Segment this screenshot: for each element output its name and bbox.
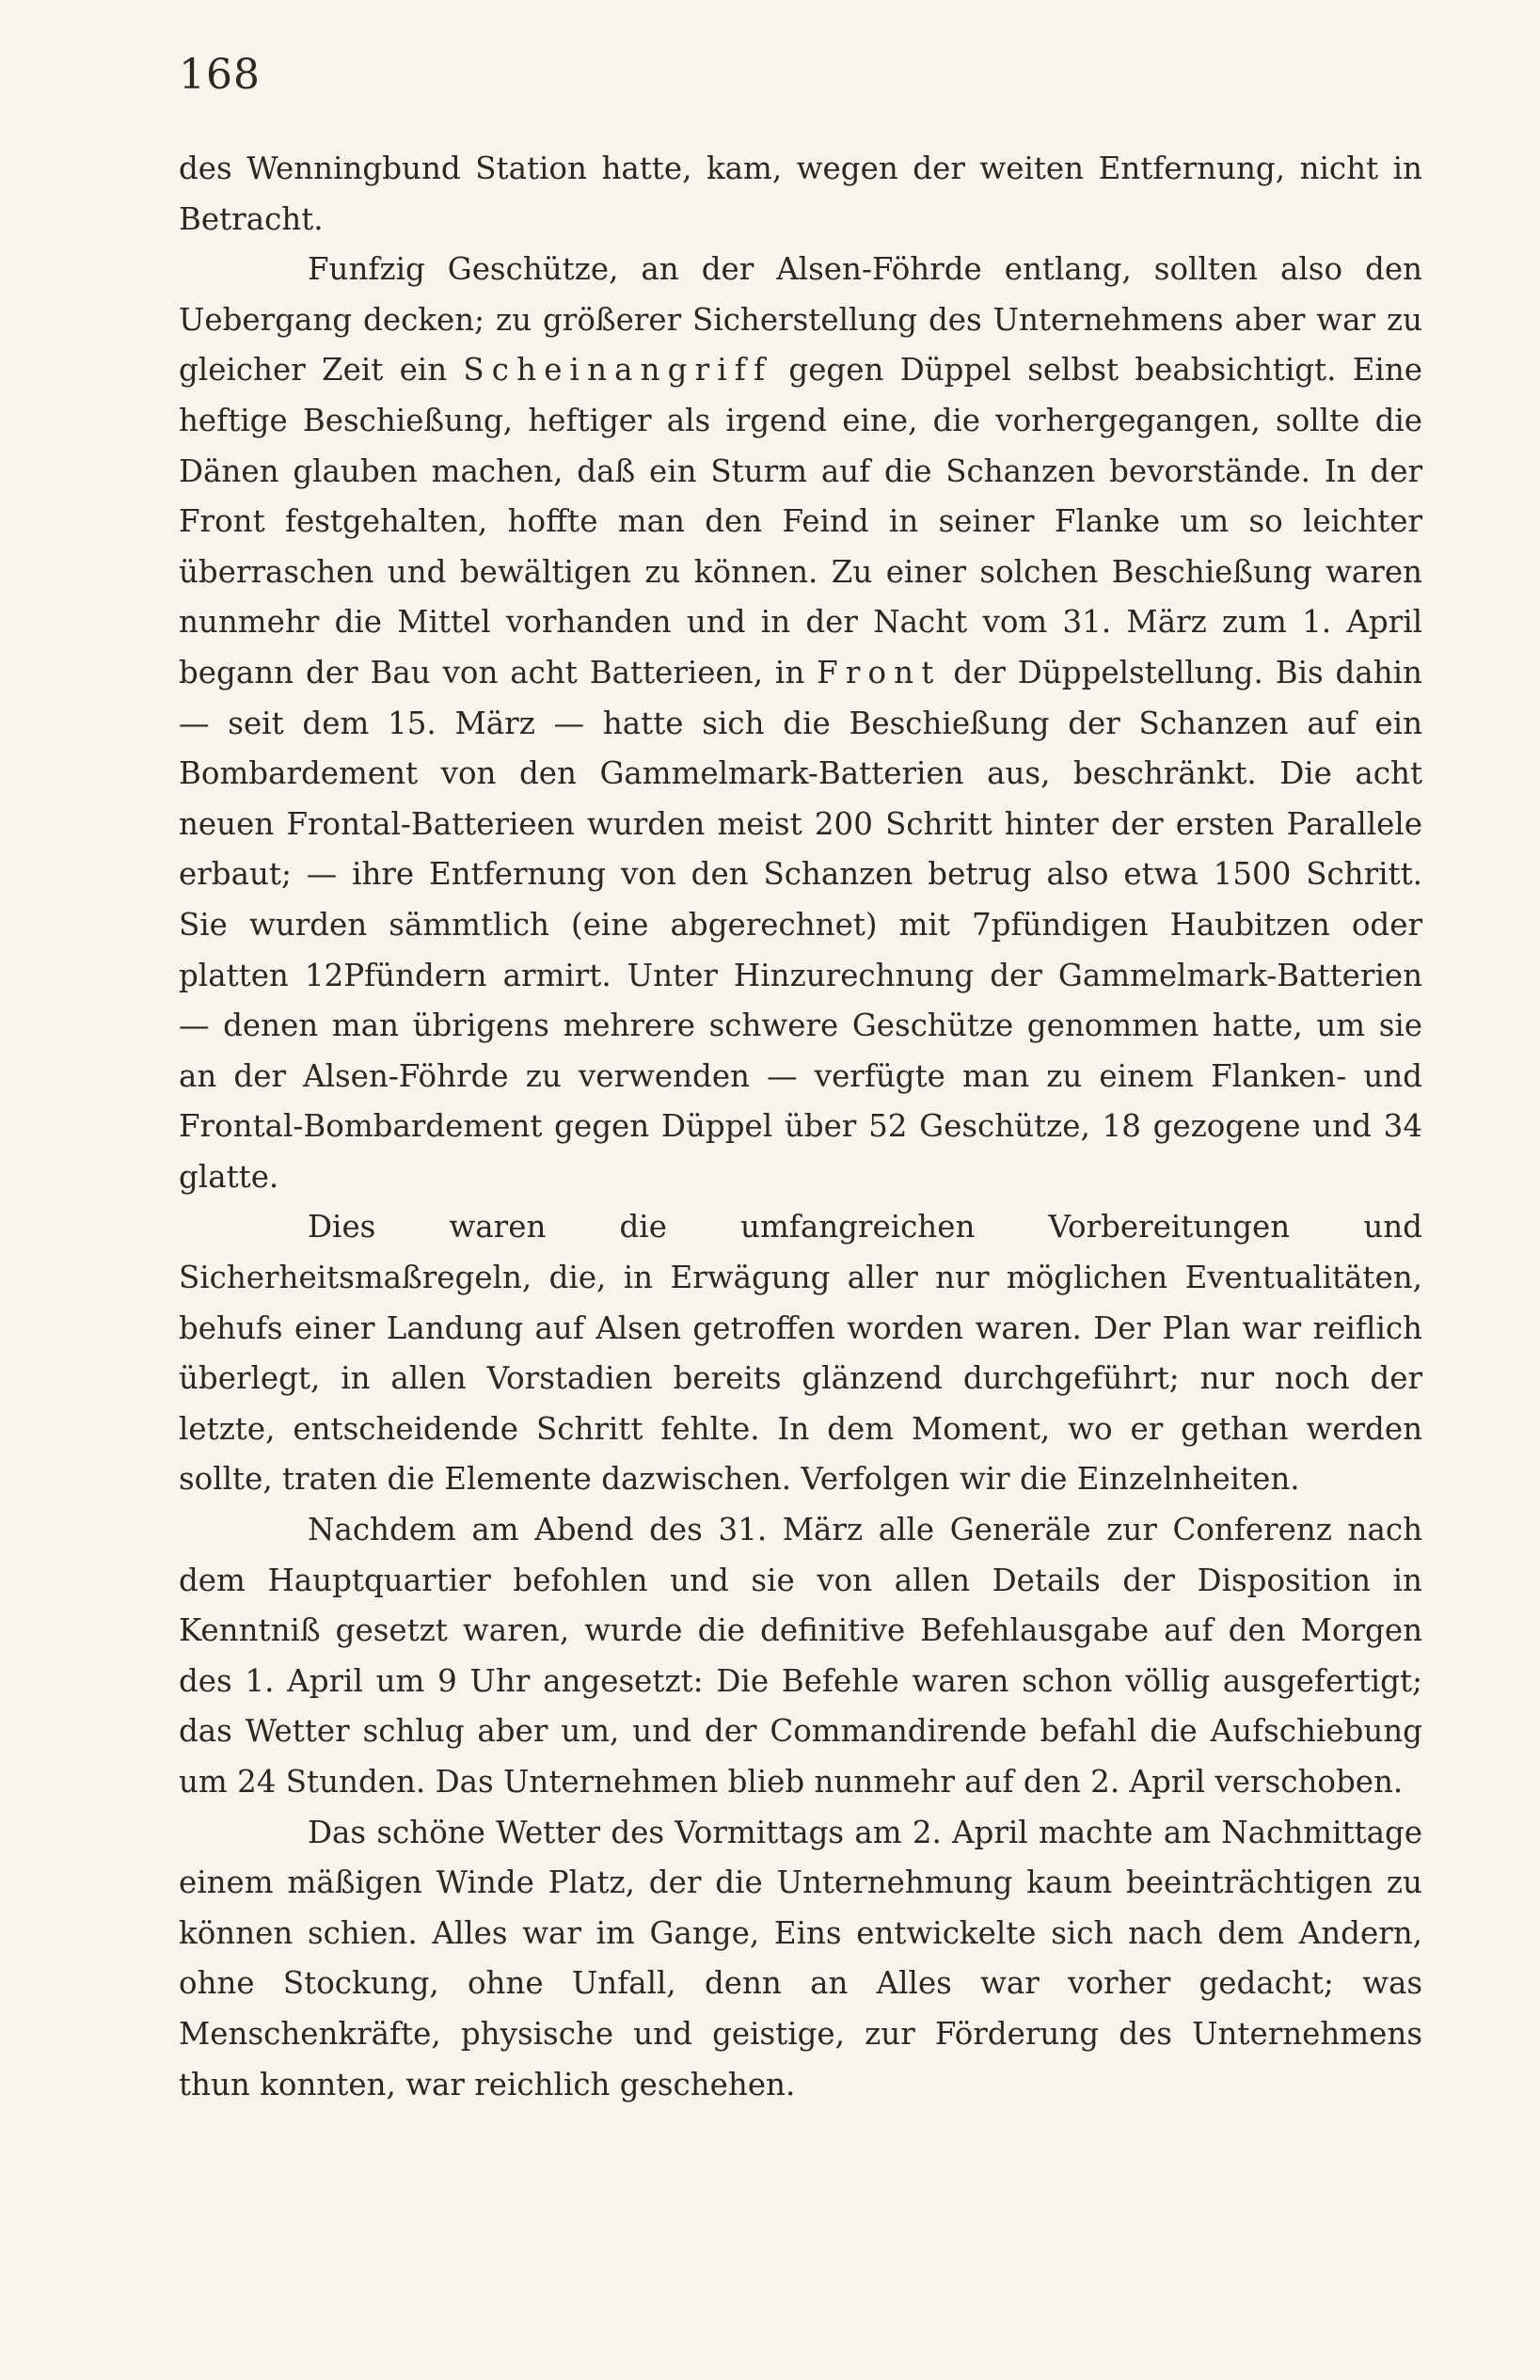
paragraph <box>179 1202 1422 1505</box>
text-run: der Düppelstellung. Bis dahin — seit dem 15. März — hatte sich die Beschießung der Schanzen auf ein Bombardement von den Gammelmark-Batterien aus, beschränkt. Die acht neuen Frontal-Batterieen wurden meist 200 Schritt hinter der ersten Parallele erbaut; — ihre Entfernung von den Schanzen betrug also etwa 1500 Schritt. Sie wurden sämmtlich (eine abgerechnet) mit 7pfündigen Haubitzen oder platten 12Pfündern armirt. Unter Hinzurechnung der Gammelmark-Batterien — denen man übrigens mehrere schwere Geschütze genommen hatte, um sie an der Alsen-Föhrde zu verwenden — verfügte man zu einem Flanken- und Frontal-Bombardement gegen Düppel über 52 Geschütze, 18 gezogene und 34 glatte. <box>179 654 1422 1195</box>
paragraph <box>179 1505 1422 1808</box>
text-run: Nachdem am Abend des 31. März alle Generäle zur Conferenz nach dem Hauptquartier befohlen und sie von allen Details der Disposition in Kenntniß gesetzt waren, wurde die definitive Befehlausgabe auf den Morgen des 1. April um 9 Uhr angesetzt: Die Befehle waren schon völlig ausgefertigt; das Wetter schlug aber um, und der Commandirende befahl die Aufschiebung um 24 Stunden. Das Unternehmen blieb nunmehr auf den 2. April verschoben. <box>179 1512 1422 1800</box>
text-run: Funfzig Geschütze, an der Alsen-Föhrde entlang, sollten also den Uebergang decken; zu größerer Sicherstellung des Unternehmens aber war zu gleicher Zeit ein <box>179 251 1422 389</box>
text-run: Dies waren die umfangreichen Vorbereitungen und Sicherheitsmaßregeln, die, in Erwägung aller nur möglichen Eventualitäten, behufs einer Landung auf Alsen getroffen worden waren. Der Plan war reiflich überlegt, in allen Vorstadien bereits glänzend durchgeführt; nur noch der letzte, entscheidende Schritt fehlte. In dem Moment, wo er gethan werden sollte, traten die Elemente dazwischen. Verfolgen wir die Einzelnheiten. <box>179 1209 1422 1498</box>
paragraph <box>179 245 1422 1202</box>
emphasis-spaced-text: Scheinangriff <box>463 352 773 389</box>
text-run: Das schöne Wetter des Vormittags am 2. April machte am Nachmittage einem mäßigen Winde Platz, der die Unternehmung kaum beeinträchtigen zu können schien. Alles war im Gange, Eins entwickelte sich nach dem Andern, ohne Stockung, ohne Unfall, denn an Alles war vorher gedacht; was Menschenkräfte, physische und geistige, zur Förderung des Unternehmens thun konnten, war reichlich geschehen. <box>179 1814 1422 2102</box>
body-text <box>179 144 1422 2110</box>
text-run: gegen Düppel selbst beabsichtigt. Eine heftige Beschießung, heftiger als irgend eine, die vorhergegangen, sollte die Dänen glauben machen, daß ein Sturm auf die Schanzen bevorstände. In der Front festgehalten, hoffte man den Feind in seiner Flanke um so leichter überraschen und bewältigen zu können. Zu einer solchen Beschießung waren nunmehr die Mittel vorhanden und in der Nacht vom 31. März zum 1. April begann der Bau von acht Batterieen, in <box>179 352 1422 690</box>
page-number: 168 <box>179 51 261 99</box>
emphasis-spaced-text: Front <box>817 654 942 690</box>
paragraph <box>179 1808 1422 2111</box>
text-run: des Wenningbund Station hatte, kam, wegen der weiten Entfernung, nicht in Betracht. <box>179 151 1422 237</box>
paragraph <box>179 144 1422 245</box>
